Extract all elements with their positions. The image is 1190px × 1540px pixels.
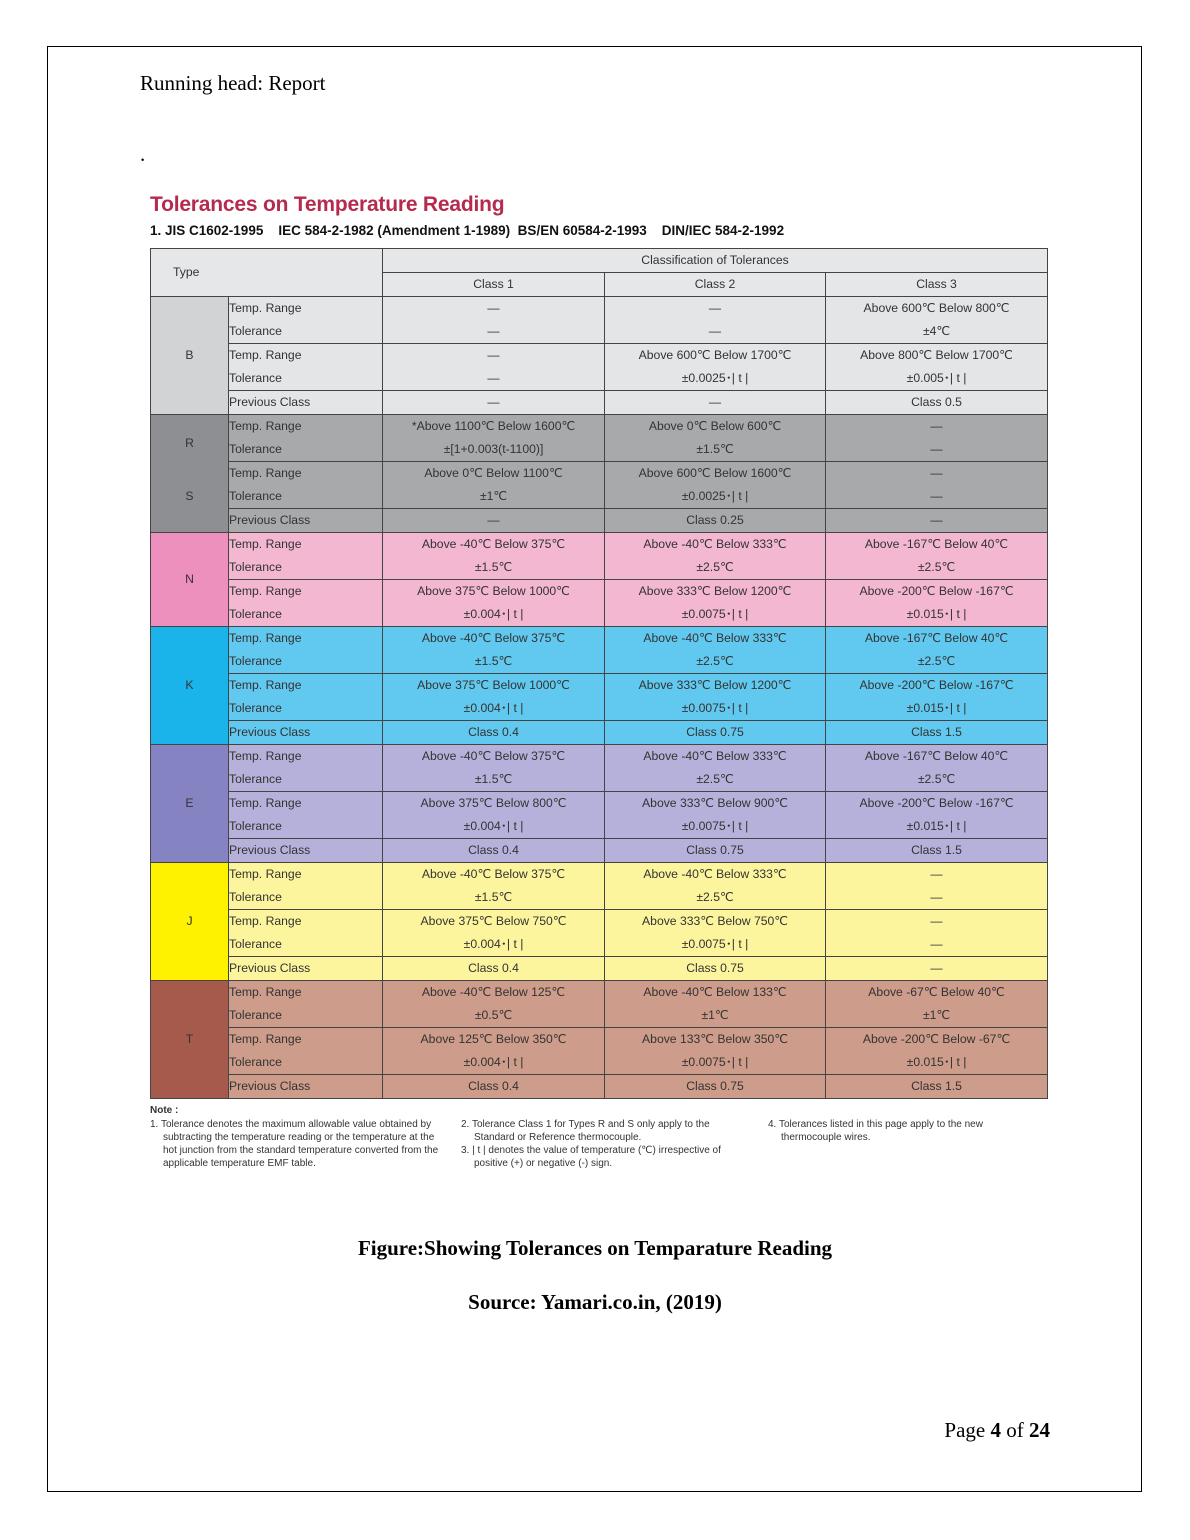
stray-dot: .	[140, 142, 146, 166]
class-1-cell: *Above 1100℃ Below 1600℃	[383, 415, 605, 439]
table-row	[151, 650, 1048, 674]
class-1-cell: Above 375℃ Below 750℃	[383, 910, 605, 934]
class-2-cell: Above -40℃ Below 333℃	[605, 863, 826, 887]
row-label: Tolerance	[229, 815, 383, 839]
note-column-3	[768, 1118, 1038, 1144]
class-1-cell: Class 0.4	[383, 1075, 605, 1099]
tolerance-table	[150, 248, 1048, 1099]
table-row	[151, 627, 1048, 651]
row-label: Previous Class	[229, 391, 383, 415]
row-label: Tolerance	[229, 485, 383, 509]
class-3-cell: ±2.5℃	[826, 768, 1048, 792]
class-1-cell: —	[383, 344, 605, 368]
class-3-cell: —	[826, 415, 1048, 439]
row-label: Temp. Range	[229, 533, 383, 557]
class-2-cell: ±0.0075･| t |	[605, 603, 826, 627]
class-1-cell: ±1℃	[383, 485, 605, 509]
row-label: Tolerance	[229, 367, 383, 391]
class-2-cell: Above 333℃ Below 750℃	[605, 910, 826, 934]
row-label: Previous Class	[229, 1075, 383, 1099]
running-head: Running head: Report	[140, 71, 326, 95]
class-3-header: Class 3	[826, 273, 1048, 297]
class-2-cell: Above -40℃ Below 333℃	[605, 627, 826, 651]
class-3-cell: —	[826, 438, 1048, 462]
figure-title: Tolerances on Temperature Reading	[150, 193, 505, 216]
class-3-cell: ±0.015･| t |	[826, 815, 1048, 839]
row-label: Temp. Range	[229, 792, 383, 816]
class-2-cell: Class 0.75	[605, 1075, 826, 1099]
class-3-cell: —	[826, 910, 1048, 934]
row-label: Tolerance	[229, 886, 383, 910]
row-label: Temp. Range	[229, 627, 383, 651]
table-row	[151, 933, 1048, 957]
class-2-cell: ±0.0075･| t |	[605, 697, 826, 721]
class-2-cell: Above -40℃ Below 333℃	[605, 533, 826, 557]
notes	[150, 1104, 1047, 1186]
class-1-cell: Above 375℃ Below 1000℃	[383, 674, 605, 698]
class-2-cell: Above 333℃ Below 900℃	[605, 792, 826, 816]
class-3-cell: —	[826, 509, 1048, 533]
class-2-cell: ±2.5℃	[605, 556, 826, 580]
table-row	[151, 1051, 1048, 1075]
type-cell-k	[151, 627, 229, 745]
class-3-cell: ±2.5℃	[826, 650, 1048, 674]
table-row	[151, 839, 1048, 863]
table-row	[151, 580, 1048, 604]
table-row	[151, 462, 1048, 486]
note-heading: Note :	[150, 1105, 179, 1116]
class-2-cell: Class 0.75	[605, 721, 826, 745]
note-column-1	[150, 1118, 440, 1170]
class-2-cell: —	[605, 297, 826, 321]
row-label: Temp. Range	[229, 344, 383, 368]
row-label: Temp. Range	[229, 1028, 383, 1052]
table-row	[151, 886, 1048, 910]
row-label: Previous Class	[229, 509, 383, 533]
class-1-header: Class 1	[383, 273, 605, 297]
class-3-cell: Class 1.5	[826, 839, 1048, 863]
table-row	[151, 768, 1048, 792]
class-2-cell: ±1℃	[605, 1004, 826, 1028]
class-1-cell: ±0.5℃	[383, 1004, 605, 1028]
page-current: 4	[990, 1418, 1001, 1442]
row-label: Tolerance	[229, 320, 383, 344]
class-3-cell: ±0.015･| t |	[826, 697, 1048, 721]
page-number	[944, 1418, 1050, 1443]
tolerance-figure	[150, 192, 1047, 1186]
class-3-cell: Above -67℃ Below 40℃	[826, 981, 1048, 1005]
class-2-cell: Above -40℃ Below 333℃	[605, 745, 826, 769]
class-3-cell: Above 600℃ Below 800℃	[826, 297, 1048, 321]
table-row	[151, 910, 1048, 934]
class-2-cell: Above 333℃ Below 1200℃	[605, 580, 826, 604]
class-1-cell: Above 375℃ Below 800℃	[383, 792, 605, 816]
class-1-cell: ±0.004･| t |	[383, 815, 605, 839]
row-label: Temp. Range	[229, 674, 383, 698]
table-row	[151, 344, 1048, 368]
table-row	[151, 697, 1048, 721]
class-2-cell: ±1.5℃	[605, 438, 826, 462]
class-2-cell: ±2.5℃	[605, 886, 826, 910]
row-label: Temp. Range	[229, 863, 383, 887]
class-3-cell: Above -200℃ Below -167℃	[826, 792, 1048, 816]
table-row	[151, 297, 1048, 321]
class-1-cell: —	[383, 297, 605, 321]
table-row	[151, 367, 1048, 391]
class-1-cell: Above -40℃ Below 125℃	[383, 981, 605, 1005]
row-label: Temp. Range	[229, 981, 383, 1005]
class-3-cell: ±0.015･| t |	[826, 1051, 1048, 1075]
table-row	[151, 415, 1048, 439]
table-row	[151, 1028, 1048, 1052]
figure-source: Source: Yamari.co.in, (2019)	[468, 1290, 722, 1314]
row-label: Previous Class	[229, 721, 383, 745]
row-label: Tolerance	[229, 438, 383, 462]
class-1-cell: ±[1+0.003(t-1100)]	[383, 438, 605, 462]
type-cell-j	[151, 863, 229, 981]
class-1-cell: Class 0.4	[383, 839, 605, 863]
table-row	[151, 674, 1048, 698]
class-2-cell: ±0.0075･| t |	[605, 1051, 826, 1075]
row-label: Temp. Range	[229, 297, 383, 321]
class-3-cell: Above -167℃ Below 40℃	[826, 627, 1048, 651]
class-3-cell: —	[826, 863, 1048, 887]
row-label: Tolerance	[229, 933, 383, 957]
class-1-cell: Above 125℃ Below 350℃	[383, 1028, 605, 1052]
row-label: Previous Class	[229, 957, 383, 981]
class-3-cell: ±2.5℃	[826, 556, 1048, 580]
note-item: 3. | t | denotes the value of temperature (℃) irrespective of positive (+) or negative (-) sign.	[461, 1145, 721, 1169]
figure-caption: Figure:Showing Tolerances on Temparature Reading	[357, 1236, 833, 1260]
row-label: Tolerance	[229, 603, 383, 627]
class-2-cell: Class 0.75	[605, 957, 826, 981]
row-label: Temp. Range	[229, 745, 383, 769]
class-2-cell: Above 133℃ Below 350℃	[605, 1028, 826, 1052]
class-1-cell: Above -40℃ Below 375℃	[383, 533, 605, 557]
note-item: 4. Tolerances listed in this page apply to the new thermocouple wires.	[768, 1119, 983, 1143]
class-1-cell: Class 0.4	[383, 721, 605, 745]
type-label: T	[185, 1032, 194, 1046]
classification-header: Classification of Tolerances	[383, 249, 1048, 273]
table-row	[151, 863, 1048, 887]
row-label: Tolerance	[229, 556, 383, 580]
note-item: 1. Tolerance denotes the maximum allowable value obtained by subtracting the temperature reading or the temperature at the hot junction from the standard temperature converted from the applicable temperature EMF table.	[150, 1119, 439, 1169]
class-1-cell: ±1.5℃	[383, 650, 605, 674]
note-column-2	[461, 1118, 746, 1170]
class-1-cell: Class 0.4	[383, 957, 605, 981]
class-2-cell: —	[605, 320, 826, 344]
class-3-cell: Above 800℃ Below 1700℃	[826, 344, 1048, 368]
row-label: Tolerance	[229, 650, 383, 674]
class-3-cell: —	[826, 886, 1048, 910]
class-1-cell: Above -40℃ Below 375℃	[383, 745, 605, 769]
class-2-cell: ±0.0025･| t |	[605, 367, 826, 391]
table-row	[151, 509, 1048, 533]
class-2-cell: ±2.5℃	[605, 650, 826, 674]
table-row	[151, 1004, 1048, 1028]
class-2-cell: Above 333℃ Below 1200℃	[605, 674, 826, 698]
class-1-cell: ±1.5℃	[383, 886, 605, 910]
row-label: Temp. Range	[229, 462, 383, 486]
table-row	[151, 533, 1048, 557]
class-3-cell: —	[826, 957, 1048, 981]
type-label: K	[185, 678, 194, 692]
class-1-cell: ±0.004･| t |	[383, 603, 605, 627]
note-item: 2. Tolerance Class 1 for Types R and S only apply to the Standard or Reference thermocouple.	[461, 1119, 710, 1143]
type-label: S	[185, 489, 194, 503]
table-row	[151, 391, 1048, 415]
class-3-cell: ±0.015･| t |	[826, 603, 1048, 627]
class-2-cell: ±2.5℃	[605, 768, 826, 792]
type-cell-r-s	[151, 415, 229, 533]
class-3-cell: —	[826, 462, 1048, 486]
table-row	[151, 485, 1048, 509]
class-2-cell: Above 0℃ Below 600℃	[605, 415, 826, 439]
row-label: Temp. Range	[229, 580, 383, 604]
table-row	[151, 320, 1048, 344]
class-2-cell: Class 0.25	[605, 509, 826, 533]
class-1-cell: Above 375℃ Below 1000℃	[383, 580, 605, 604]
row-label: Tolerance	[229, 697, 383, 721]
class-3-cell: —	[826, 933, 1048, 957]
figure-standards: 1. JIS C1602-1995 IEC 584-2-1982 (Amendment 1-1989) BS/EN 60584-2-1993 DIN/IEC 584-2-1992	[150, 223, 785, 238]
class-3-cell: Class 1.5	[826, 721, 1048, 745]
type-cell-e	[151, 745, 229, 863]
class-3-cell: Above -200℃ Below -167℃	[826, 580, 1048, 604]
class-3-cell: Class 0.5	[826, 391, 1048, 415]
table-row	[151, 1075, 1048, 1099]
table-row	[151, 745, 1048, 769]
type-label: N	[185, 572, 194, 586]
class-2-cell: Above -40℃ Below 133℃	[605, 981, 826, 1005]
class-2-cell: Class 0.75	[605, 839, 826, 863]
table-body	[151, 297, 1048, 1099]
class-3-cell: —	[826, 485, 1048, 509]
class-3-cell: Class 1.5	[826, 1075, 1048, 1099]
class-1-cell: —	[383, 509, 605, 533]
class-1-cell: —	[383, 367, 605, 391]
row-label: Temp. Range	[229, 415, 383, 439]
class-1-cell: Above -40℃ Below 375℃	[383, 627, 605, 651]
class-1-cell: ±1.5℃	[383, 556, 605, 580]
class-1-cell: —	[383, 391, 605, 415]
page-total: 24	[1029, 1418, 1050, 1442]
row-label: Tolerance	[229, 768, 383, 792]
class-3-cell: Above -167℃ Below 40℃	[826, 533, 1048, 557]
page-prefix: Page	[944, 1418, 986, 1442]
class-2-cell: Above 600℃ Below 1700℃	[605, 344, 826, 368]
table-row	[151, 603, 1048, 627]
class-3-cell: ±4℃	[826, 320, 1048, 344]
table-row	[151, 721, 1048, 745]
type-header: Type	[151, 249, 383, 297]
type-label: E	[185, 796, 194, 810]
class-3-cell: Above -167℃ Below 40℃	[826, 745, 1048, 769]
class-1-cell: ±0.004･| t |	[383, 1051, 605, 1075]
class-2-header: Class 2	[605, 273, 826, 297]
class-2-cell: —	[605, 391, 826, 415]
class-3-cell: Above -200℃ Below -67℃	[826, 1028, 1048, 1052]
table-row	[151, 438, 1048, 462]
type-cell-n	[151, 533, 229, 627]
class-2-cell: ±0.0075･| t |	[605, 933, 826, 957]
class-1-cell: ±0.004･| t |	[383, 933, 605, 957]
type-label: B	[185, 348, 194, 362]
class-1-cell: ±0.004･| t |	[383, 697, 605, 721]
class-3-cell: ±1℃	[826, 1004, 1048, 1028]
class-1-cell: Above 0℃ Below 1100℃	[383, 462, 605, 486]
type-label: R	[185, 436, 194, 450]
class-3-cell: Above -200℃ Below -167℃	[826, 674, 1048, 698]
class-2-cell: Above 600℃ Below 1600℃	[605, 462, 826, 486]
class-2-cell: ±0.0075･| t |	[605, 815, 826, 839]
table-row	[151, 981, 1048, 1005]
row-label: Temp. Range	[229, 910, 383, 934]
type-label: J	[186, 914, 193, 928]
table-row	[151, 556, 1048, 580]
type-cell-t	[151, 981, 229, 1099]
type-cell-b	[151, 297, 229, 415]
table-row	[151, 957, 1048, 981]
row-label: Tolerance	[229, 1004, 383, 1028]
class-3-cell: ±0.005･| t |	[826, 367, 1048, 391]
class-1-cell: —	[383, 320, 605, 344]
table-header-row	[151, 249, 1048, 273]
class-1-cell: ±1.5℃	[383, 768, 605, 792]
class-1-cell: Above -40℃ Below 375℃	[383, 863, 605, 887]
row-label: Previous Class	[229, 839, 383, 863]
table-row	[151, 815, 1048, 839]
page-of: of	[1006, 1418, 1024, 1442]
table-row	[151, 792, 1048, 816]
class-2-cell: ±0.0025･| t |	[605, 485, 826, 509]
row-label: Tolerance	[229, 1051, 383, 1075]
